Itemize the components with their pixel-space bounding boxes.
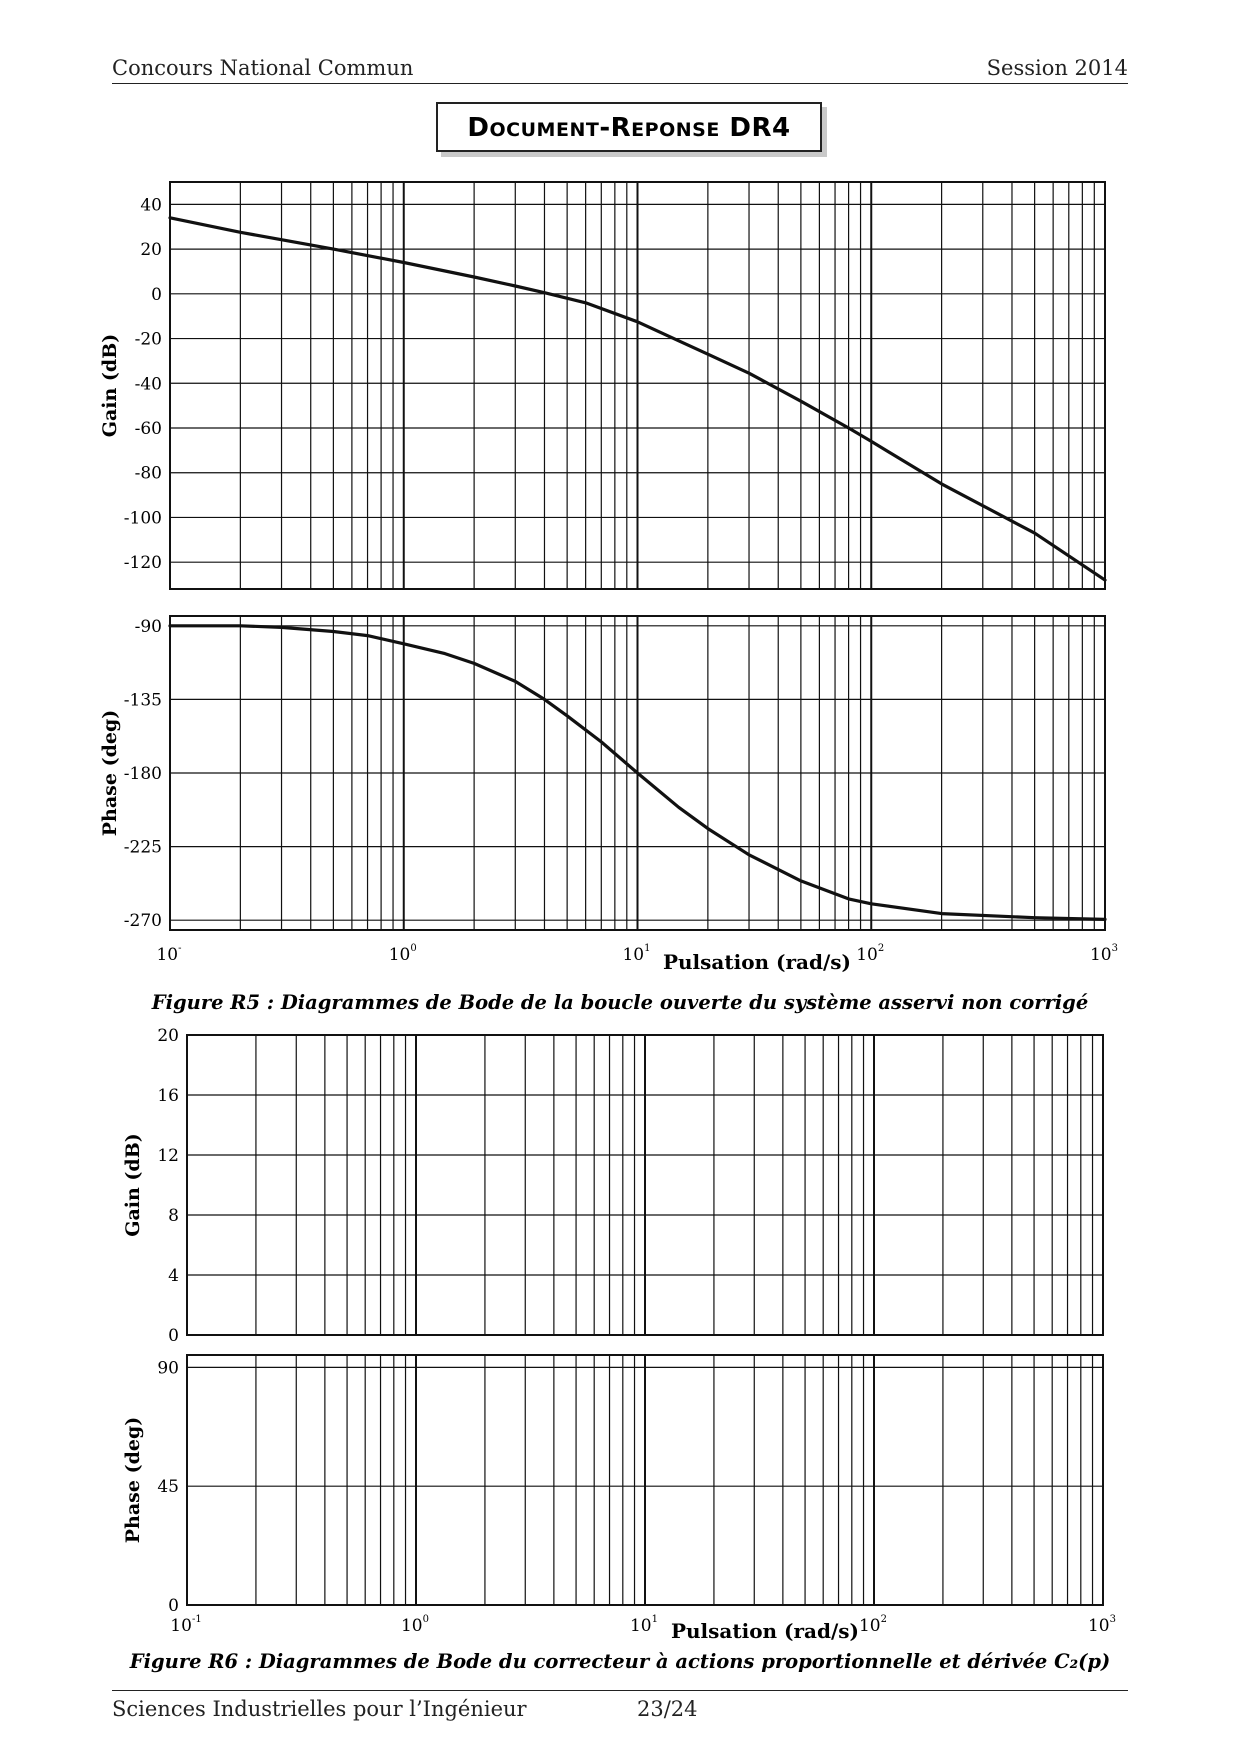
y-tick-label: -270 [123,911,162,932]
y-tick-label: 0 [151,284,162,305]
figure-R5 [99,182,1118,1014]
y-tick-label: -20 [134,329,162,350]
gain-axis-label: Gain (dB) [99,333,121,438]
y-tick-label: 45 [157,1477,179,1498]
y-tick-label: 16 [157,1086,179,1106]
gain-axis-label: Gain (dB) [122,1133,144,1237]
y-tick-label: -225 [123,837,162,858]
page-number: 23/24 [637,1697,698,1721]
footer-left: Sciences Industrielles pour l’Ingénieur [112,1697,527,1721]
x-tick-label: $10^2$ [856,943,885,965]
figure-R6-gain-panel [122,1026,1103,1346]
y-tick-label: 40 [140,195,162,216]
header-right: Session 2014 [986,56,1128,80]
x-tick-label: $10^{-1}$ [170,1614,202,1636]
figure-R6 [122,1026,1116,1673]
y-tick-label: 4 [168,1266,179,1286]
y-tick-label: 20 [140,240,162,261]
x-axis-label: Pulsation (rad/s) [662,950,852,974]
figure-caption: Figure R5 : Diagrammes de Bode de la boucle ouverte du système asservi non corrigé [151,991,1089,1014]
figure-R6-phase-panel [122,1355,1103,1616]
header-left: Concours National Commun [112,56,414,80]
figure-caption: Figure R6 : Diagrammes de Bode du correcteur à actions proportionnelle et dérivée C₂(p) [129,1650,1111,1673]
x-tick-label: $10^1$ [629,1614,659,1636]
x-tick-label: $10^0$ [400,1614,430,1636]
footer-rule [112,1690,1128,1691]
phase-axis-label: Phase (deg) [122,1416,144,1544]
y-tick-label: 0 [168,1326,179,1346]
figure-R5-gain-panel [99,182,1105,589]
y-tick-label: 12 [157,1146,179,1166]
y-tick-label: -40 [134,374,162,395]
x-tick-label: $10^3$ [1087,1614,1117,1636]
y-tick-label: -180 [123,764,162,784]
y-tick-label: 8 [168,1206,179,1226]
figure-R5-phase-panel [99,616,1105,931]
x-axis-label: Pulsation (rad/s) [670,1619,860,1643]
y-tick-label: -80 [134,463,162,484]
y-tick-label: 0 [168,1596,179,1616]
y-tick-label: 90 [157,1358,179,1379]
x-tick-label: $10^0$ [388,943,417,965]
y-tick-label: -60 [134,418,162,439]
x-tick-label: $10^3$ [1089,943,1119,965]
y-tick-label: -135 [123,690,162,711]
document-title-text: DOCUMENT-REPONSE DR4 [467,113,791,143]
y-tick-label: 20 [157,1026,179,1046]
y-tick-label: -100 [123,508,162,529]
phase-axis-label: Phase (deg) [99,709,121,837]
x-tick-label: 10- [156,943,182,965]
x-tick-label: $10^2$ [858,1614,888,1636]
y-tick-label: -90 [134,616,162,637]
y-tick-label: -120 [123,553,162,574]
x-tick-label: $10^1$ [622,943,651,965]
